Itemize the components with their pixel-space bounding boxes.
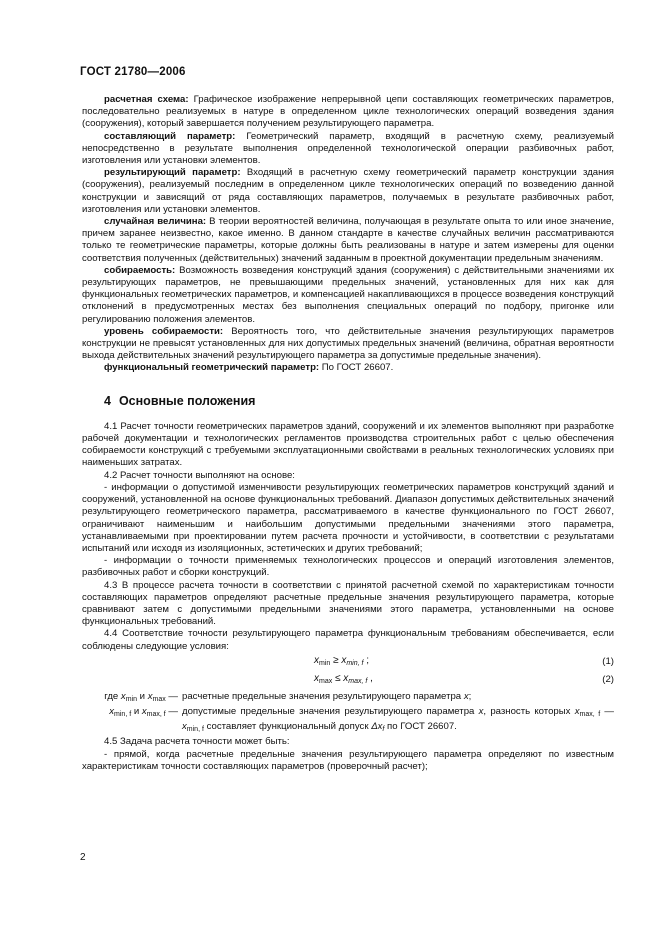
definition-term: составляющий параметр: xyxy=(104,130,236,142)
definition-row-1: где $x_{min}$ и $x_{max}$ — расчетные предельные значения результирующего параметра x; xyxy=(104,690,472,703)
definition-text: Геометрический параметр, входящий в расчетную схему, реализуемый непосредственно в результате выполнения определенной технологической операции разбивочных работ, изготовления или установки элементов. xyxy=(82,130,614,167)
definition-text: Графическое изображение непрерывной цепи составляющих геометрических параметров, последовательно реализуемых в натуре в определенном цикле технологических операций возведения здания (сооружения), который завершается получением результирующего параметра. xyxy=(82,94,614,130)
definition-text: Вероятность того, что действительные значения результирующих параметров конструкции не превысят установленных для них допустимых предельных значений (величина, обратная вероятности выхода действительных значений результирующего параметра за допустимые предельные значения). xyxy=(82,325,614,362)
definition-item xyxy=(82,167,614,216)
definition-text: Возможность возведения конструкций здания (сооружения) с действительными значениями их результирующих параметров, не превышающими предельных значений, установленных для них как для функциональных геометрических параметров, и компенсацией накапливающихся в процессе возведения конструкций отклонений в предусмотренных местах без выполнения специальных операций по подбору, пригонке или регулированию положения элементов. xyxy=(82,264,614,325)
section-paragraphs xyxy=(82,421,614,653)
paragraph: 4.3 В процессе расчета точности в соответствии с принятой расчетной схемой по характеристикам точности составляющих параметров определяют расчетные предельные значения результирующего параметра, которые сравнивают затем с допустимыми предельными значениями этого параметра, установленными на основе функциональных требований. xyxy=(82,579,614,628)
paragraph: - информации о точности применяемых технологических процессов и операций изготовления элементов, разбивочных работ и сборки конструкций. xyxy=(82,555,614,579)
definition-term: собираемость: xyxy=(104,264,176,276)
paragraph: - информации о допустимой изменчивости результирующих геометрических параметров конструкций зданий и сооружений, установленной на основе функциональных требований. Диапазон допустимых действительных значений результирующего геометрического параметра, рассматриваемого в качестве функционального по ГОСТ 26607, ограничивают наименьшим и наибольшим допустимыми предельными значениями этого параметра, устанавливаемыми при проектировании путем расчета прочности и устойчивости, в соответствии с результатами испытаний или исходя из изоляционных, эстетических и других требований; xyxy=(82,481,614,554)
section-heading xyxy=(104,395,614,407)
definition-text: В теории вероятностей величина, получающая в результате опыта то или иное значение, причем заранее неизвестно, какое именно. В данном стандарте в качестве случайных величин рассматриваются только те геометрические параметры, которые должны быть реализованы в натуре и затем измерены для оценки соответствия полученных (действительных) значений заданным в проектной документации предельным значениям. xyxy=(82,216,614,264)
definition-term: случайная величина: xyxy=(104,216,207,228)
definitions-list xyxy=(82,94,614,375)
paragraph: - прямой, когда расчетные предельные значения результирующего параметра определяют по известным характеристикам точности составляющих параметров (проверочный расчет); xyxy=(82,748,614,772)
page-number: 2 xyxy=(80,852,86,863)
definition-row-2: $x_{min, f}$ и $x_{max, f}$ — допустимые предельные значения результирующего параметра x, разность которых $x_{max, f}$ — $x_{min, f}$ составляет функциональный допуск $\Delta x_f$ по ГОСТ 26607. xyxy=(109,705,614,734)
equation-number: (1) xyxy=(602,655,614,667)
formula-block xyxy=(82,653,614,689)
definition-item xyxy=(82,94,614,131)
paragraph: 4.5 Задача расчета точности может быть: xyxy=(104,736,290,748)
definition-term: расчетная схема: xyxy=(104,94,189,105)
definition-text: Входящий в расчетную схему геометрический параметр конструкции здания (сооружения), реализуемый последним в определенном цикле технологических операций по возведению данной конструкции и зависящий от ряда составляющих параметров, получаемых в результате разбивочных работ, изготовления или установки элементов. xyxy=(82,167,614,215)
definition-item xyxy=(82,131,614,168)
page-content xyxy=(82,94,614,773)
formula-2: $x_{max} \le x_{max, f}$ , (2) xyxy=(314,672,614,685)
variable-definitions xyxy=(82,691,614,737)
definition-term: функциональный геометрический параметр: xyxy=(104,362,320,374)
definition-item xyxy=(82,216,614,265)
definition-text: По ГОСТ 26607. xyxy=(319,362,394,374)
paragraph: 4.1 Расчет точности геометрических параметров зданий, сооружений и их элементов выполняют при разработке рабочей документации и технологических регламентов производства строительных работ с целью обеспечения собираемости конструкций с требуемыми эксплуатационными свойствами в реальных технологических условиях при наименьших затратах. xyxy=(82,420,614,469)
section-paragraphs-continued xyxy=(82,736,614,773)
section-number: 4 xyxy=(104,393,111,408)
definition-item xyxy=(82,362,614,374)
definition-item xyxy=(82,326,614,363)
formula-1: $x_{min} \ge x_{min, f}$ ; (1) xyxy=(314,654,614,667)
definition-term: уровень собираемости: xyxy=(104,325,224,337)
section-title: Основные положения xyxy=(118,393,256,408)
paragraph: 4.4 Соответствие точности результирующего параметра функциональным требованиям обеспечивается, если соблюдены следующие условия: xyxy=(82,628,614,652)
equation-number: (2) xyxy=(602,673,614,685)
definition-item xyxy=(82,265,614,326)
definition-term: результирующий параметр: xyxy=(104,167,241,179)
page-header: ГОСТ 21780—2006 xyxy=(80,66,186,78)
paragraph: 4.2 Расчет точности выполняют на основе: xyxy=(104,469,295,481)
